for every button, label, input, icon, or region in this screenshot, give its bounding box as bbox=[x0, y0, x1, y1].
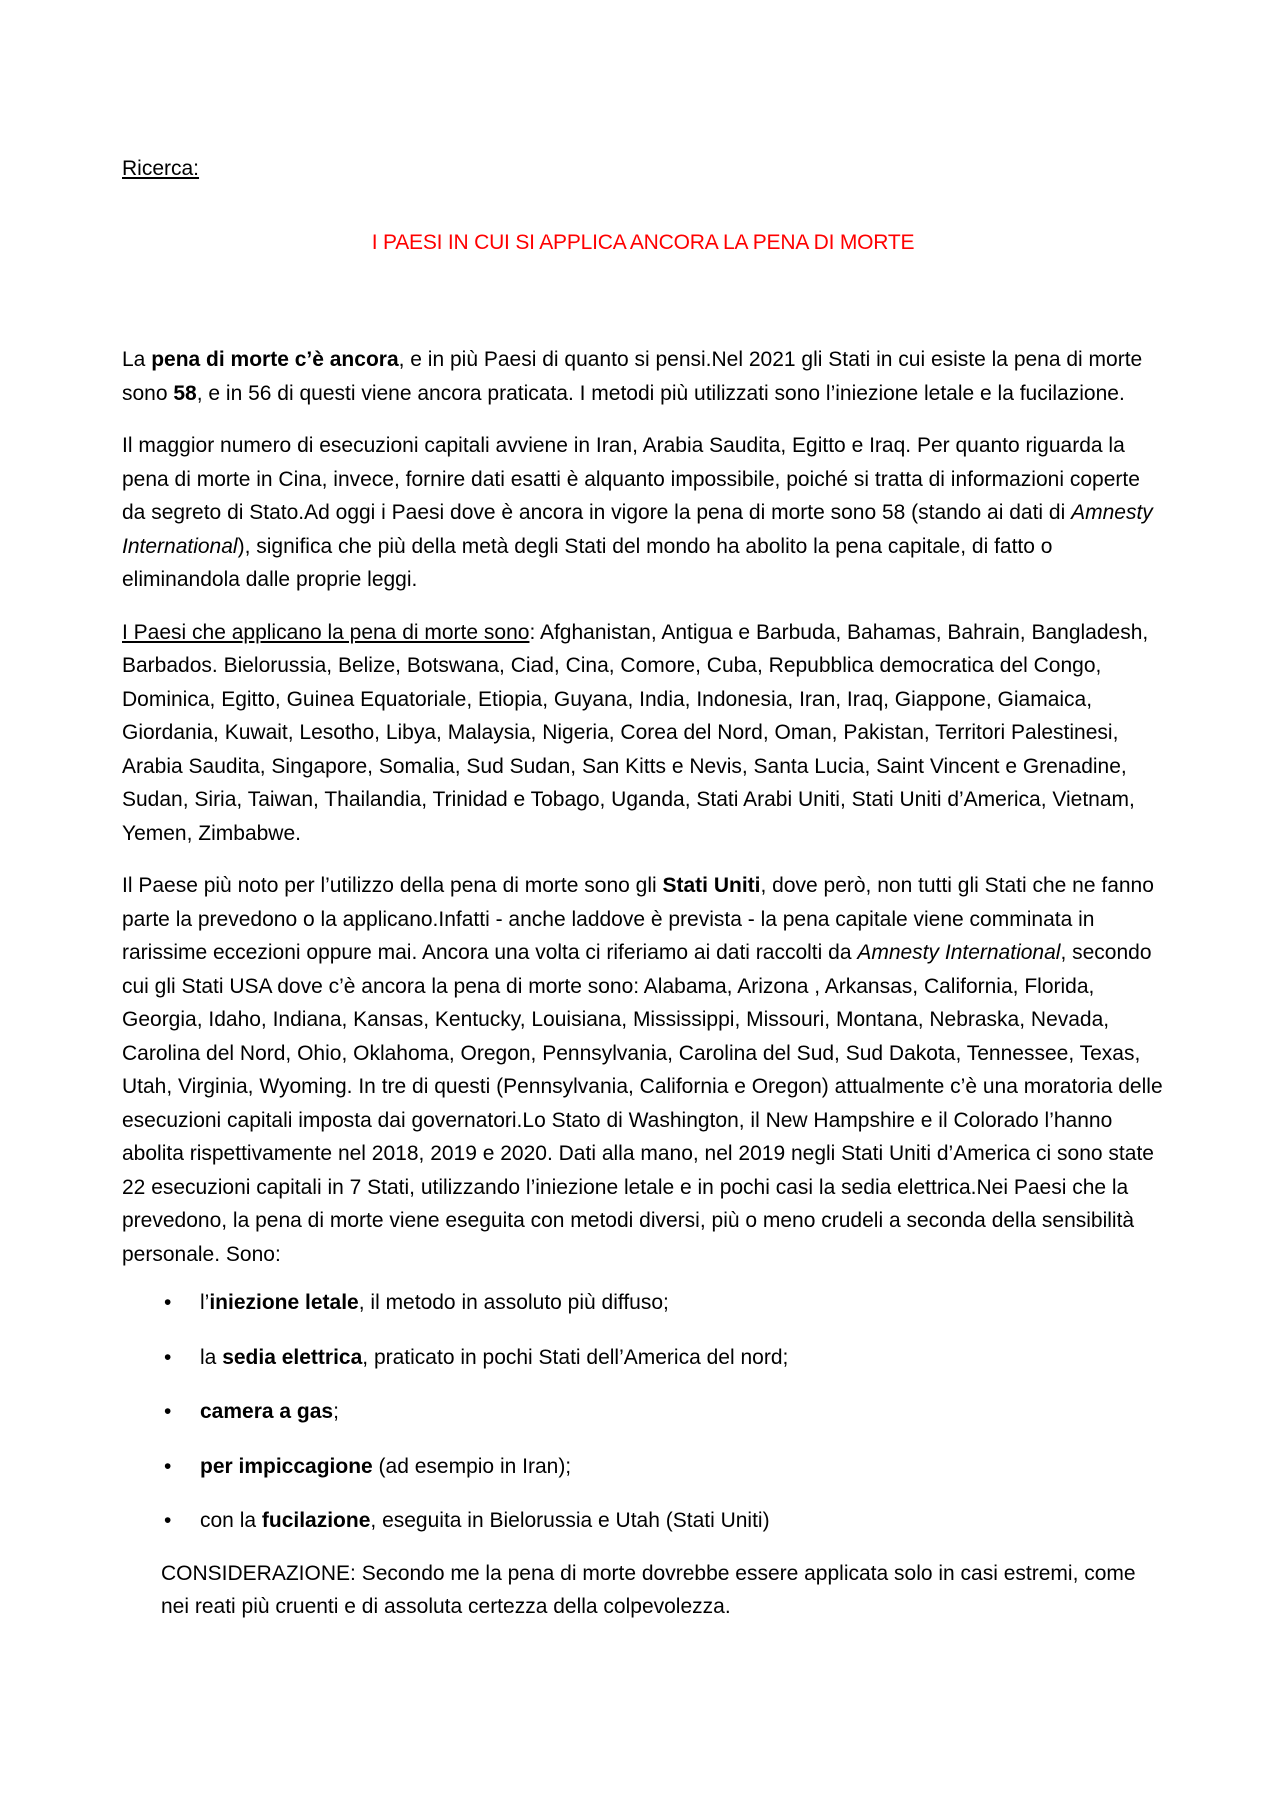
underlined-run: I Paesi che applicano la pena di morte sono bbox=[122, 620, 530, 644]
list-item bbox=[122, 1450, 1164, 1484]
text-run: la bbox=[200, 1345, 223, 1369]
text-run: La bbox=[122, 348, 152, 371]
paragraph-intro bbox=[122, 343, 1164, 410]
italic-run: Amnesty International bbox=[857, 941, 1061, 964]
paragraph-united-states bbox=[122, 869, 1164, 1271]
italic-run: Amnesty International bbox=[122, 501, 1153, 558]
list-item bbox=[122, 1286, 1164, 1320]
text-run: , e in più Paesi di quanto si pensi.Nel 2021 gli Stati in cui esiste la pena di morte sono bbox=[122, 348, 1143, 405]
text-run: ; bbox=[333, 1400, 339, 1423]
bold-run: Stati Uniti bbox=[662, 874, 761, 897]
text-run: (ad esempio in Iran); bbox=[372, 1454, 572, 1478]
document-body bbox=[122, 152, 1164, 1624]
bold-run: iniezione letale bbox=[209, 1291, 359, 1314]
bold-run: fucilazione bbox=[261, 1509, 371, 1532]
text-run: , eseguita in Bielorussia e Utah (Stati Uniti) bbox=[370, 1509, 770, 1532]
methods-list bbox=[122, 1286, 1164, 1538]
bold-run: pena di morte c’è ancora bbox=[151, 348, 399, 371]
section-label: Ricerca: bbox=[122, 157, 200, 180]
paragraph-conclusion: CONSIDERAZIONE: Secondo me la pena di morte dovrebbe essere applicata solo in casi estremi, come nei reati più cruenti e di assoluta certezza della colpevolezza. bbox=[161, 1561, 1136, 1618]
text-run: con la bbox=[200, 1509, 262, 1532]
text-run: , praticato in pochi Stati dell’America del nord; bbox=[362, 1345, 789, 1369]
bold-run: sedia elettrica bbox=[222, 1345, 363, 1369]
bullet-icon: • bbox=[164, 1509, 172, 1532]
text-run: Il maggior numero di esecuzioni capitali avviene in Iran, Arabia Saudita, Egitto e Iraq. Per quanto riguarda la pena di morte in Cina, invece, fornire dati esatti è alquanto impossibile, poiché si tratta di informazioni coperte da segreto di Stato.Ad oggi i Paesi dove è ancora in vigore la pena di morte sono 58 (stando ai dati di bbox=[122, 434, 1140, 524]
list-item bbox=[122, 1341, 1164, 1375]
bold-run: 58 bbox=[173, 381, 197, 405]
text-run: : Afghanistan, Antigua e Barbuda, Bahamas, Bahrain, Bangladesh, Barbados. Bielorussia, Belize, Botswana, Ciad, Cina, Comore, Cuba, Repubblica democratica del Congo, Dominica, Egitto, Guinea Equatoriale, Etiopia, Guyana, India, Indonesia, Iran, Iraq, Giappone, Giamaica, Giordania, Kuwait, Lesotho, Libya, Malaysia, Nigeria, Corea del Nord, Oman, Pakistan, Territori Palestinesi, Arabia Saudita, Singapore, Somalia, Sud Sudan, San Kitts e Nevis, Santa Lucia, Saint Vincent e Grenadine, Sudan, Siria, Taiwan, Thailandia, Trinidad e Tobago, Uganda, Stati Arabi Uniti, Stati Uniti d’America, Vietnam, Yemen, Zimbabwe. bbox=[122, 620, 1149, 845]
list-item bbox=[122, 1395, 1164, 1429]
text-run: , secondo cui gli Stati USA dove c’è ancora la pena di morte sono: Alabama, Arizona , Arkansas, California, Florida, Georgia, Idaho, Indiana, Kansas, Kentucky, Louisiana, Mississippi, Missouri, Montana, Nebraska, Nevada, Carolina del Nord, Ohio, Oklahoma, Oregon, Pennsylvania, Carolina del Sud, Sud Dakota, Tennessee, Texas, Utah, Virginia, Wyoming. In tre di questi (Pennsylvania, California e Oregon) attualmente c’è una moratoria delle esecuzioni capitali imposta dai governatori.Lo Stato di Washington, il New Hampshire e il Colorado l’hanno abolita rispettivamente nel 2018, 2019 e 2020. Dati alla mano, nel 2019 negli Stati Uniti d’America ci sono state 22 esecuzioni capitali in 7 Stati, utilizzando l’iniezione letale e in pochi casi la sedia elettrica.Nei Paesi che la prevedono, la pena di morte viene eseguita con metodi diversi, più o meno crudeli a seconda della sensibilità personale. Sono: bbox=[122, 941, 1163, 1266]
list-item bbox=[122, 1504, 1164, 1538]
text-run: ), significa che più della metà degli Stati del mondo ha abolito la pena capitale, di fatto o eliminandola dalle proprie leggi. bbox=[122, 534, 1053, 591]
text-run: , il metodo in assoluto più diffuso; bbox=[358, 1291, 669, 1314]
text-run: , dove però, non tutti gli Stati che ne fanno parte la prevedono o la applicano.Infatti - anche laddove è prevista - la pena capitale viene comminata in rarissime eccezioni oppure mai. Ancora una volta ci riferiamo ai dati raccolti da bbox=[122, 874, 1154, 964]
paragraph-countries bbox=[122, 616, 1164, 851]
bold-run: camera a gas bbox=[200, 1400, 334, 1423]
text-run: Il Paese più noto per l’utilizzo della pena di morte sono gli bbox=[122, 874, 663, 897]
bullet-icon: • bbox=[164, 1345, 172, 1369]
text-run: l’ bbox=[200, 1291, 210, 1314]
bullet-icon: • bbox=[164, 1291, 172, 1314]
bullet-icon: • bbox=[164, 1454, 172, 1478]
document-title: I PAESI IN CUI SI APPLICA ANCORA LA PENA DI MORTE bbox=[371, 230, 915, 254]
bullet-icon: • bbox=[164, 1400, 172, 1423]
text-run: , e in 56 di questi viene ancora praticata. I metodi più utilizzati sono l’iniezione letale e la fucilazione. bbox=[196, 381, 1125, 405]
paragraph-executions bbox=[122, 429, 1164, 597]
bold-run: per impiccagione bbox=[200, 1454, 373, 1478]
